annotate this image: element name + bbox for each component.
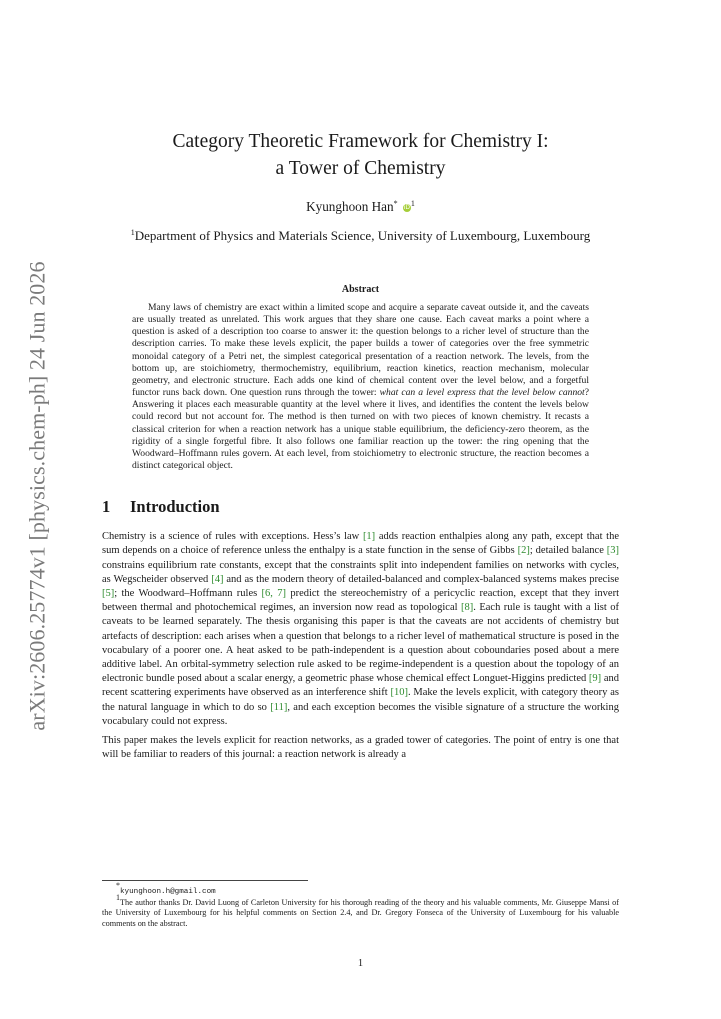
- intro-text-segment: constrains equilibrium rate constants, except that the constraints split into independent families on networks with cycles, as Wegscheider observed: [102, 559, 619, 585]
- intro-text-segment: predict the stereochemistry of a pericyclic reaction, except that they invert between thermal and photochemical regimes, an inversion now read as topological: [102, 588, 619, 614]
- paper-page: [102, 128, 619, 762]
- citation-link[interactable]: [10]: [390, 687, 408, 699]
- footnote-email: [102, 881, 619, 898]
- intro-text-segment: , and each exception becomes the visible signature of a structure the working vocabulary could not express.: [102, 701, 619, 727]
- intro-paragraph-2: This paper makes the levels explicit for reaction networks, as a graded tower of categories. The point of entry is one that will be familiar to readers of this journal: a reaction network is already a: [102, 735, 619, 761]
- paper-title: [102, 128, 619, 182]
- section-title: Introduction: [130, 497, 220, 517]
- footnote-rule: [102, 880, 308, 881]
- footnote-ack-mark: 1: [116, 892, 120, 902]
- author-line: [102, 198, 619, 215]
- intro-text-segment: adds reaction enthalpies along any path, except that the sum depends on a choice of reference unless the enthalpy is a state function in the sense of Gibbs: [102, 531, 619, 557]
- author-email-mark: *: [393, 199, 398, 208]
- title-line-1: Category Theoretic Framework for Chemistry I:: [172, 131, 549, 152]
- footnotes: [102, 881, 619, 929]
- citation-link[interactable]: [9]: [588, 673, 602, 685]
- author-affiliation-mark: 1: [410, 199, 415, 208]
- section-number: 1: [102, 497, 111, 517]
- orcid-icon[interactable]: [403, 204, 411, 212]
- citation-link[interactable]: [6, 7]: [261, 588, 286, 599]
- citation-link[interactable]: [4]: [211, 573, 224, 585]
- abstract-text-1: Many laws of chemistry are exact within a limited scope and acquire a separate caveat outside it, and the caveats are usually treated as unrelated. This work argues that they share one cause. Each caveat marks a point where a question is asked of a description too coarse to answer it: the question belongs to a richer level of structure than the description carries. To make these levels explicit, the paper builds a tower of categories over the free symmetric monoidal category of a Petri net, the simplest categorical presentation of a reaction network. The levels, from the bottom up, are stoichiometry, thermochemistry, equilibrium, reaction kinetics, reaction mechanism, molecular geometry, and electronic structure. Each adds one kind of chemical content over the level below, and a forgetful functor runs back down. One question runs through the tower:: [132, 302, 589, 399]
- abstract-heading: Abstract: [341, 284, 380, 295]
- intro-text-segment: ; the Woodward–Hoffmann rules: [114, 588, 262, 599]
- abstract-body: [132, 302, 589, 472]
- citation-link[interactable]: [3]: [606, 545, 619, 557]
- affiliation: [102, 227, 619, 244]
- intro-text-segment: and recent scattering experiments have observed as an interference shift: [102, 673, 619, 699]
- citation-link[interactable]: [8]: [461, 602, 474, 614]
- citation-link[interactable]: [11]: [270, 701, 288, 713]
- abstract-question: what can a level express that the level below cannot: [379, 387, 585, 399]
- affiliation-text: Department of Physics and Materials Science, University of Luxembourg, Luxembourg: [134, 228, 591, 243]
- intro-text-segment: ; detailed balance: [529, 545, 607, 557]
- citation-link[interactable]: [1]: [362, 531, 376, 543]
- page-number: 1: [357, 958, 364, 969]
- intro-text-segment: and as the modern theory of detailed-balanced and complex-balanced systems makes precise: [223, 573, 619, 585]
- intro-paragraph-1: [102, 530, 619, 729]
- title-line-2: a Tower of Chemistry: [275, 158, 446, 179]
- acknowledgement-text: The author thanks Dr. David Luong of Carleton University for his thorough reading of the theory and his valuable comments, Mr. Giuseppe Mansi of the University of Luxembourg for his helpful comments on Section 2.4, and Dr. Gregory Fonseca of the University of Luxembourg for his valuable comments on the abstract.: [102, 897, 619, 928]
- affiliation-mark: 1: [130, 228, 135, 237]
- arxiv-identifier: [18, 246, 58, 746]
- author-email-link[interactable]: kyunghoon.h@gmail.com: [120, 888, 216, 896]
- citation-link[interactable]: [2]: [517, 545, 530, 557]
- orcid-glyph: iD: [403, 204, 411, 211]
- abstract-text-2: ? Answering it places each measurable quantity at the level where it lives, and identifies the content the levels below could record but not account for. The method is then turned on with two pieces of known chemistry. It recasts a classical criterion for when a reaction network has a unique stable equilibrium, the deficiency-zero theorem, as the rigidity of a single forgetful fibre. It also follows one familiar reaction up the tower: the ring opening that the Woodward–Hoffmann rules govern. At each level, from stoichiometry to electronic structure, the reaction becomes a distinct categorical object.: [132, 387, 589, 472]
- citation-link[interactable]: [5]: [102, 588, 115, 599]
- intro-text-segment: Chemistry is a science of rules with exceptions. Hess’s law: [102, 531, 363, 543]
- section-heading-introduction: [102, 497, 619, 517]
- intro-text-segment: . Each rule is taught with a list of caveats to be learned separately. The thesis organising this paper is that the caveats are not accidents of chemistry but artefacts of description: each arises when a question that belongs to a richer level of mathematical structure is posed in the vocabulary of a poorer one. A heat asked to be path-independent is a question about coboundaries posed about a mere additive label. An orbital-symmetry selection rule asked to be regime-independent is a question about the topology of an electronic bundle posed about a scalar energy, a geometric phase whose chemical effect Longuet-Higgins predicted: [102, 602, 619, 685]
- author-name: Kyunghoon Han: [306, 199, 394, 214]
- footnote-email-mark: *: [116, 881, 120, 890]
- arxiv-identifier-text: arXiv:2606.25774v1 [physics.chem-ph] 24 Jun 2026: [25, 261, 50, 731]
- intro-text-segment: . Make the levels explicit, with category theory as the natural language in which to do so: [102, 687, 619, 713]
